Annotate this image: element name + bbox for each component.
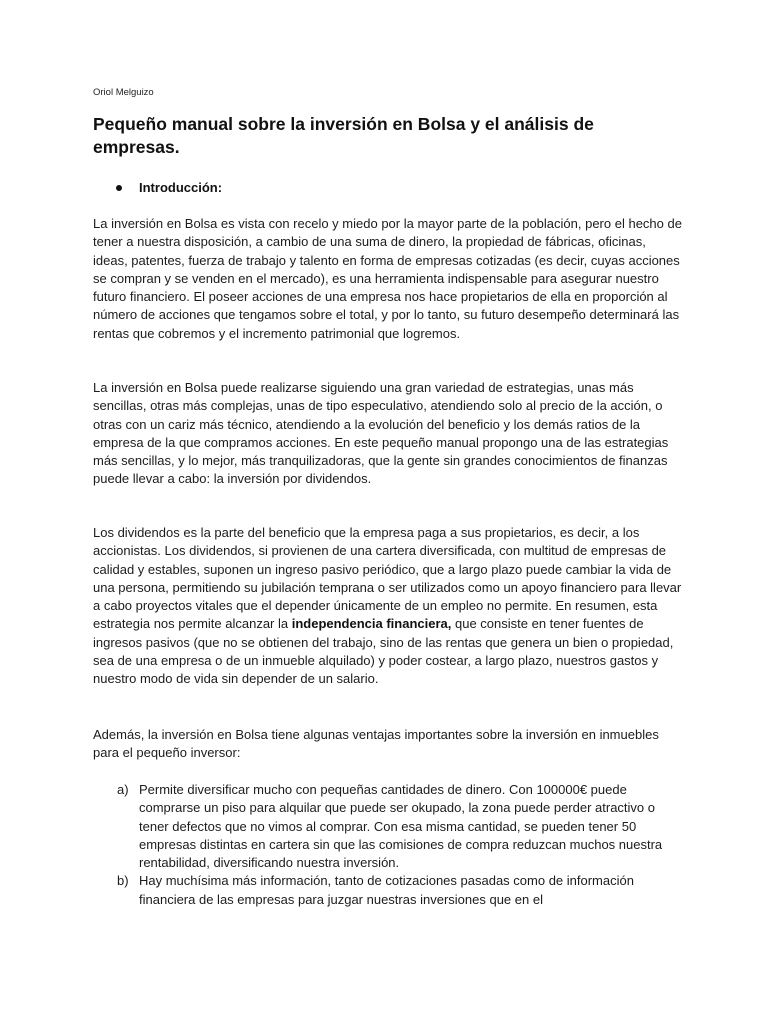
author-name: Oriol Melguizo [93,87,154,98]
list-item-marker: b) [117,873,129,889]
list-item-text: Hay muchísima más información, tanto de cotizaciones pasadas como de información financiera de las empresas para juzgar nuestras inversiones que en el [139,873,634,907]
section-heading-text: Introducción: [139,180,223,195]
paragraph-3 [93,524,683,689]
paragraph-3-text-before: Los dividendos es la parte del beneficio que la empresa paga a sus propietarios, es decir, a los accionistas. Los dividendos, si provienen de una cartera diversificada, con multitud de empresas de calidad y estables, suponen un ingreso pasivo periódico, que a largo plazo puede cambiar la vida de una persona, permitiendo su jubilación temprana o ser utilizados como un apoyo financiero para llevar a cabo proyectos vitales que el depender únicamente de un empleo no permite. En resumen, esta estrategia nos permite alcanzar la [93,525,682,632]
paragraph-3-text-after: que consiste en tener fuentes de ingresos pasivos (que no se obtienen del trabajo, sino de las rentas que genera un bien o propiedad, sea de una empresa o de un inmueble alquilado) y poder costear, a largo plazo, nuestros gastos y nuestro modo de vida sin depender de un salario. [93,616,674,687]
document-title: Pequeño manual sobre la inversión en Bolsa y el análisis de empresas. [93,114,594,157]
list-item [93,781,683,872]
list-item-marker: a) [117,782,129,797]
advantages-list [93,781,683,909]
list-item-text: Permite diversificar mucho con pequeñas cantidades de dinero. Con 100000€ puede comprarse un piso para alquilar que puede ser okupado, la zona puede perder atractivo o tener defectos que no vimos al comprar. Con esa misma cantidad, se pueden tener 50 empresas distintas en cartera sin que las comisiones de compra reduzcan muchos nuestra rentabilidad, diversificando nuestra inversión. [139,782,663,871]
paragraph-4: Además, la inversión en Bolsa tiene algunas ventajas importantes sobre la inversión en inmuebles para el pequeño inversor: [93,727,659,761]
paragraph-1: La inversión en Bolsa es vista con recelo y miedo por la mayor parte de la población, pero el hecho de tener a nuestra disposición, a cambio de una suma de dinero, la propiedad de fábricas, oficinas, ideas, patentes, fuerza de trabajo y talento en forma de empresas cotizadas (es decir, cuyas acciones se compran y se venden en el mercado), es una herramienta indispensable para asegurar nuestro futuro financiero. El poseer acciones de una empresa nos hace propietarios de ella en proporción al número de acciones que tengamos sobre el total, y por lo tanto, su futuro desempeño determinará las rentas que cobremos y el incremento patrimonial que logremos. [93,216,682,341]
bullet-icon [116,185,122,191]
list-item [93,872,683,909]
paragraph-2: La inversión en Bolsa puede realizarse siguiendo una gran variedad de estrategias, unas más sencillas, otras más complejas, unas de tipo especulativo, atendiendo solo al precio de la acción, o otras con un cariz más técnico, atendiendo a la evolución del beneficio y los demás ratios de la empresa de la que compramos acciones. En este pequeño manual propongo una de las estrategias más sencillas, y lo mejor, más tranquilizadoras, que la gente sin grandes conocimientos de finanzas puede llevar a cabo: la inversión por dividendos. [93,380,669,487]
section-heading [116,180,222,195]
paragraph-3-bold-text: independencia financiera, [291,616,452,632]
